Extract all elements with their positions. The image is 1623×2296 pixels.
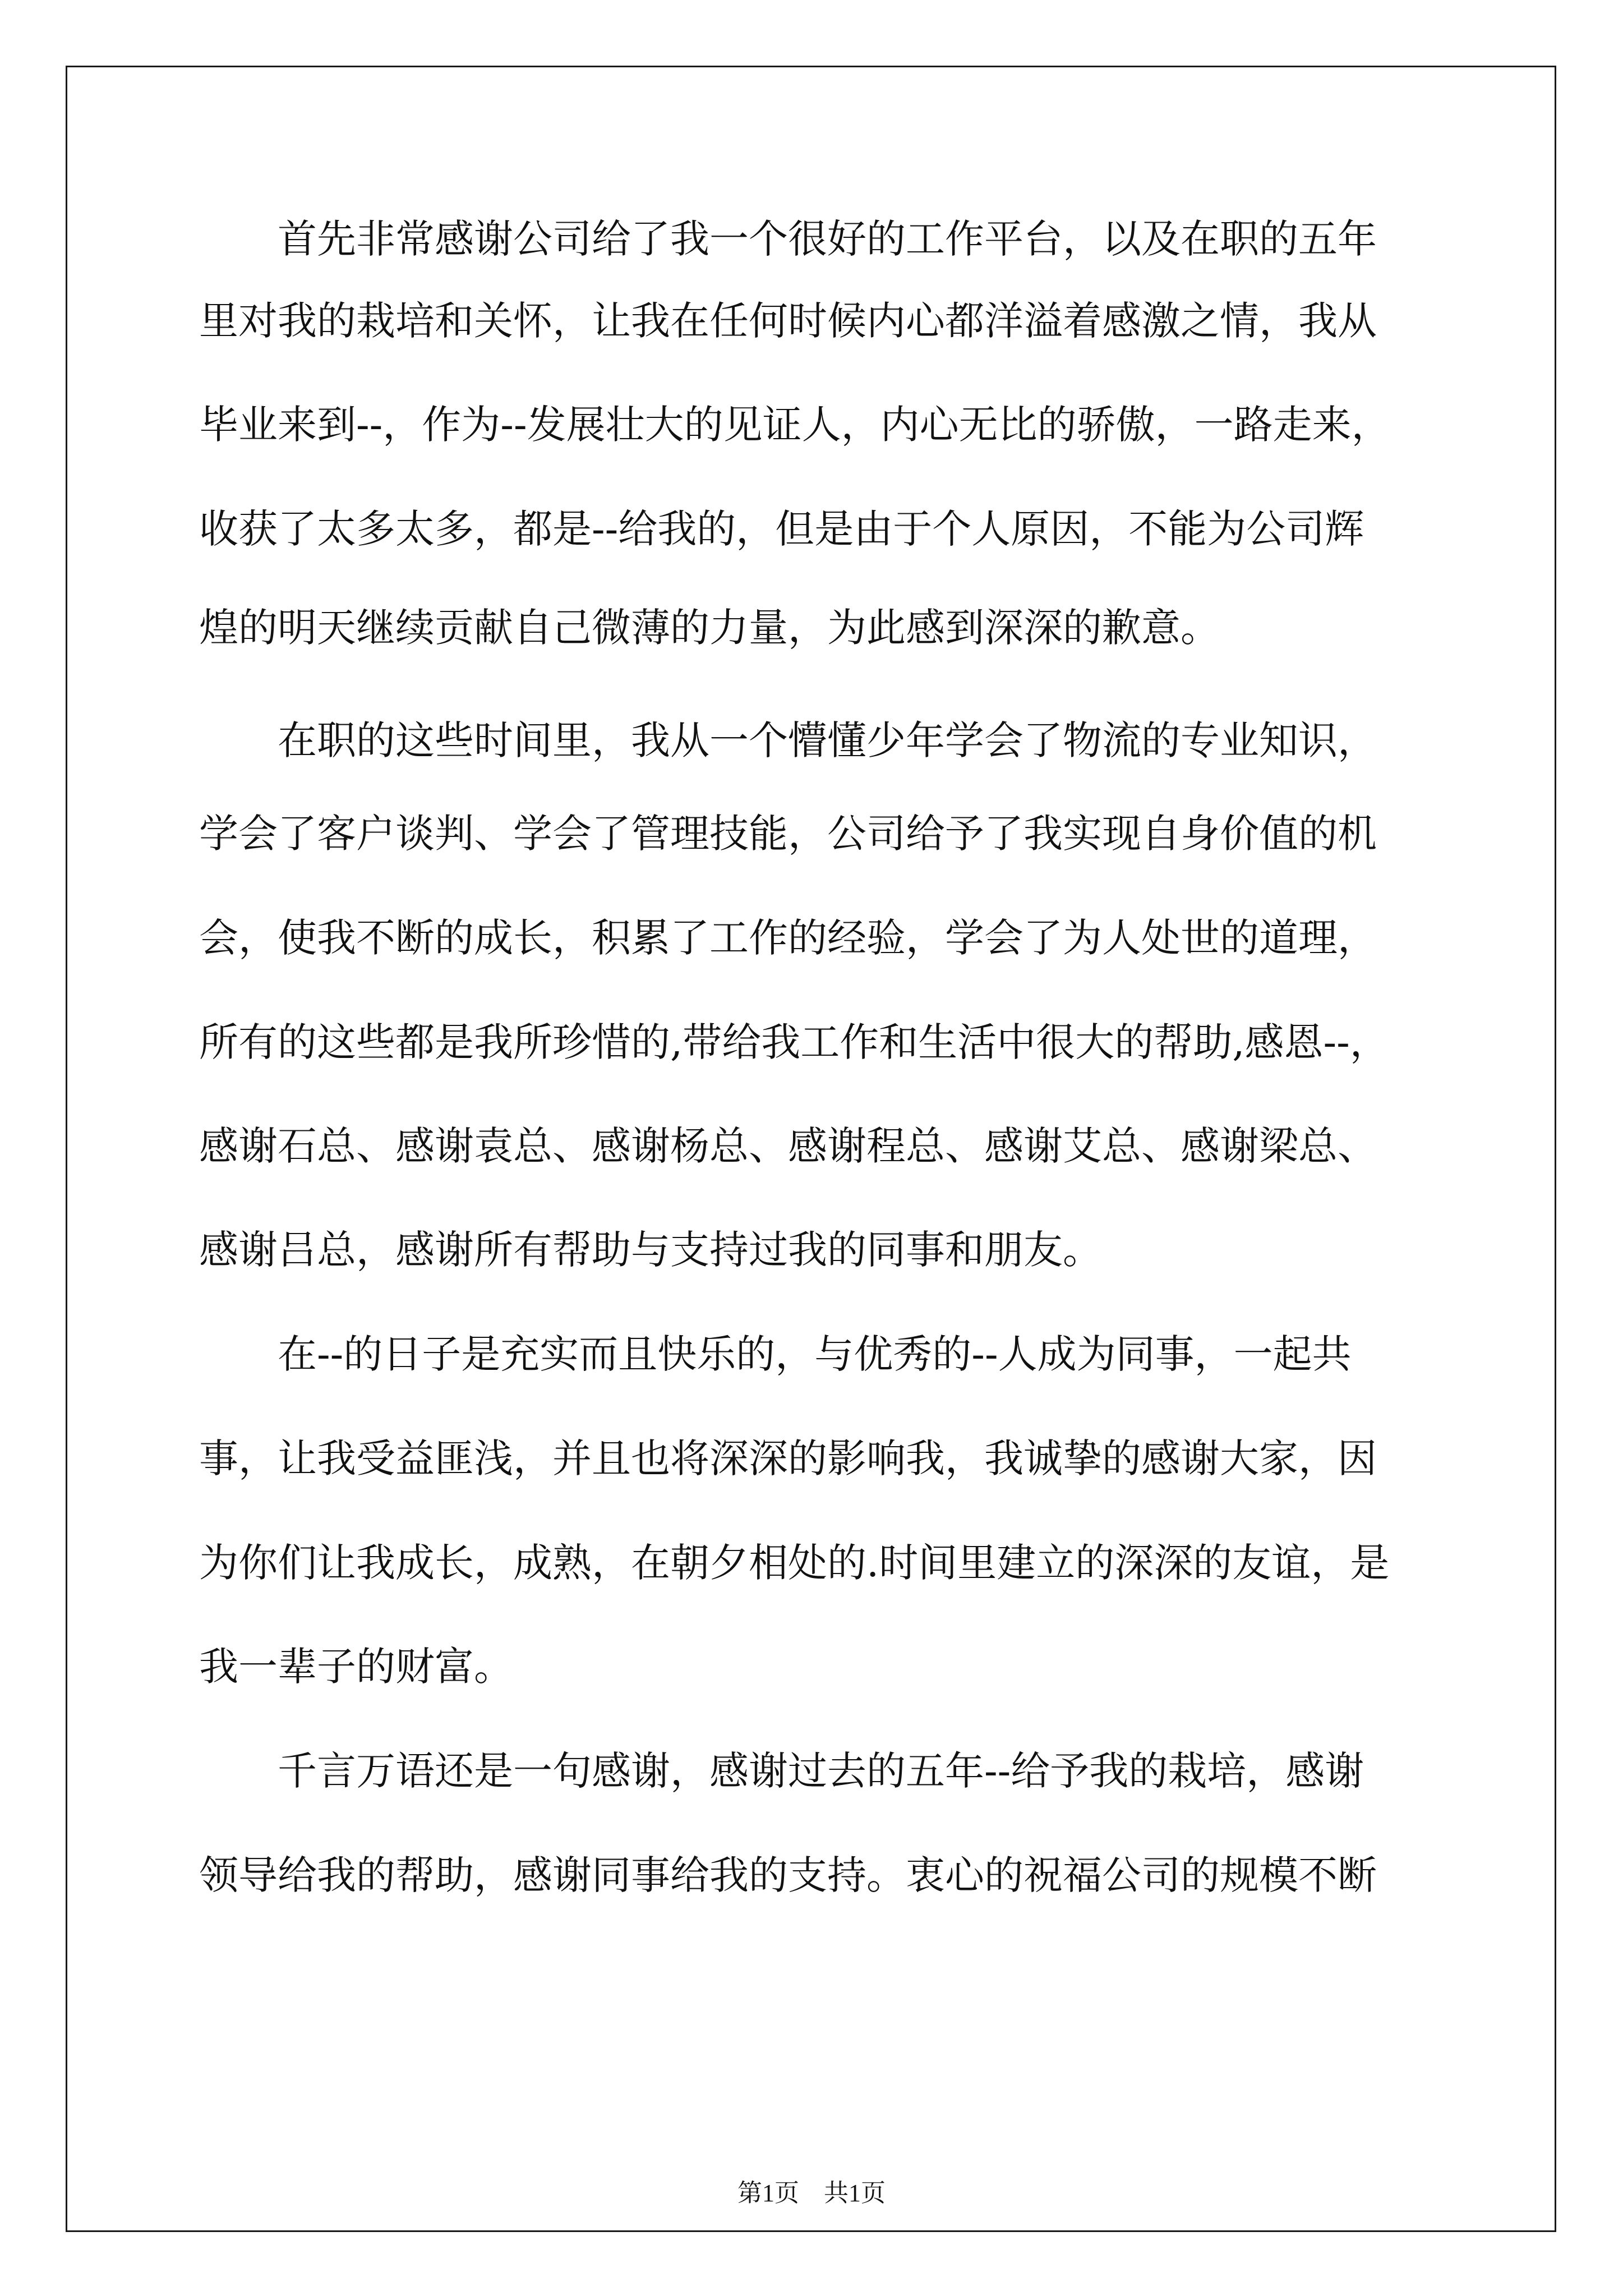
text-line: 在--的日子是充实而且快乐的，与优秀的--人成为同事，一起共	[199, 1331, 1352, 1377]
text-line: 千言万语还是一句感谢，感谢过去的五年--给予我的栽培，感谢	[199, 1748, 1364, 1794]
text-line: 领导给我的帮助，感谢同事给我的支持。衷心的祝福公司的规模不断	[199, 1852, 1377, 1898]
text-line: 首先非常感谢公司给了我一个很好的工作平台，以及在职的五年	[199, 216, 1377, 262]
text-line: 感谢石总、感谢袁总、感谢杨总、感谢程总、感谢艾总、感谢梁总、	[199, 1123, 1377, 1169]
text-line: 煌的明天继续贡献自己微薄的力量，为此感到深深的歉意。	[199, 605, 1220, 651]
text-line: 毕业来到--，作为--发展壮大的见证人，内心无比的骄傲，一路走来，	[199, 402, 1391, 448]
text-line: 会，使我不断的成长，积累了工作的经验，学会了为人处世的道理，	[199, 915, 1377, 961]
page-number-footer: 第1页 共1页	[737, 2179, 886, 2207]
text-line: 学会了客户谈判、学会了管理技能，公司给予了我实现自身价值的机	[199, 811, 1377, 857]
text-line: 感谢吕总，感谢所有帮助与支持过我的同事和朋友。	[199, 1227, 1102, 1273]
text-line: 所有的这些都是我所珍惜的,带给我工作和生活中很大的帮助,感恩--，	[199, 1019, 1389, 1065]
text-line: 我一辈子的财富。	[199, 1644, 513, 1690]
text-line: 为你们让我成长，成熟，在朝夕相处的.时间里建立的深深的友谊，是	[199, 1540, 1390, 1586]
text-line: 里对我的栽培和关怀，让我在任何时候内心都洋溢着感激之情，我从	[199, 298, 1377, 344]
text-line: 在职的这些时间里，我从一个懵懂少年学会了物流的专业知识，	[199, 717, 1377, 763]
text-line: 收获了太多太多，都是--给我的，但是由于个人原因，不能为公司辉	[199, 506, 1364, 552]
text-line: 事，让我受益匪浅，并且也将深深的影响我，我诚挚的感谢大家，因	[199, 1435, 1377, 1481]
